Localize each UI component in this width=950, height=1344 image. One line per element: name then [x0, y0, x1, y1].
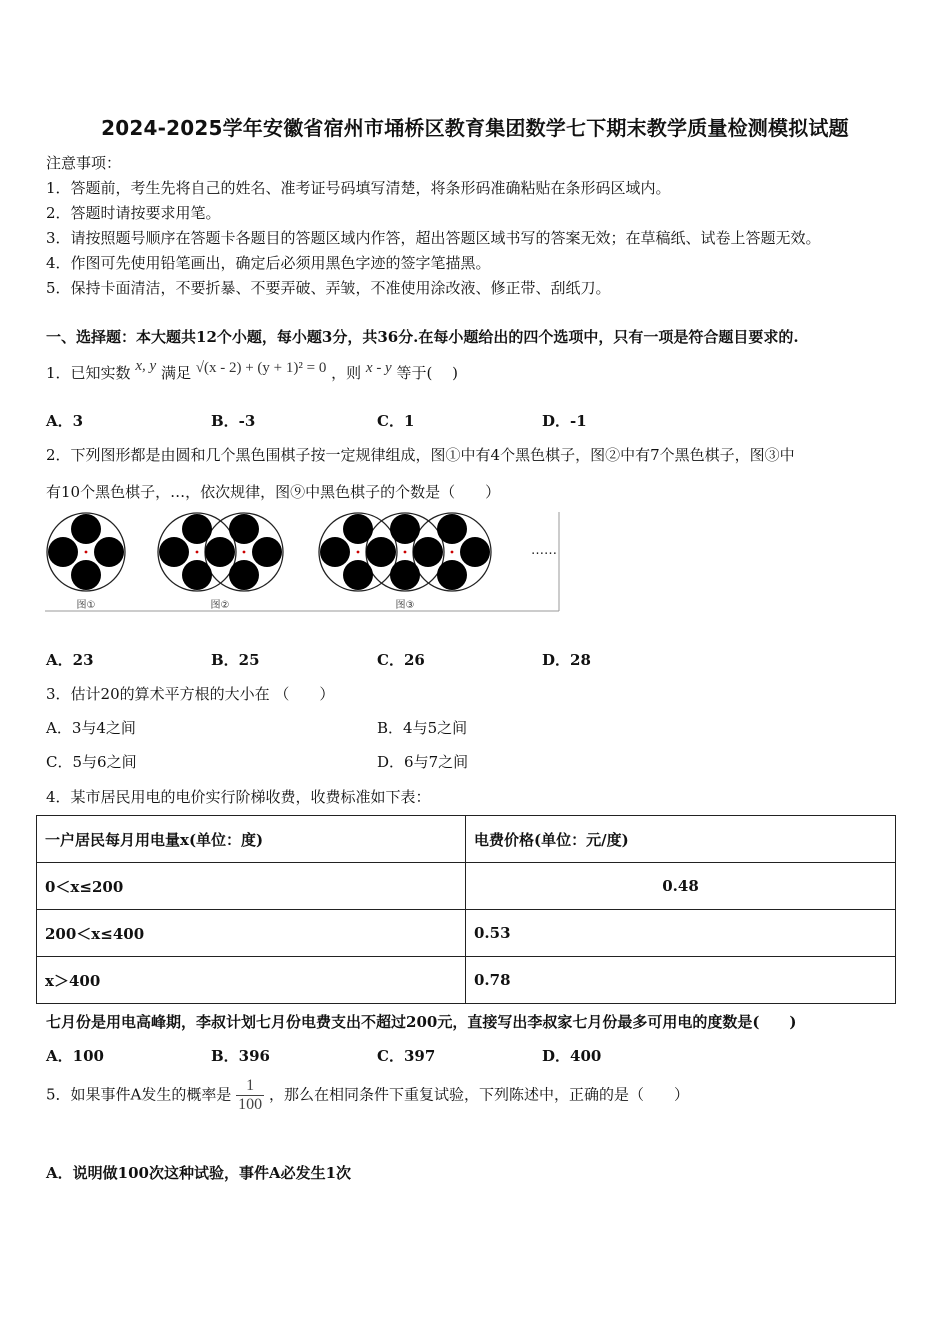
q4-option-c: C．397 [377, 1047, 436, 1065]
table-header-usage: 一户居民每月用电量x(单位：度) [37, 816, 466, 863]
q1-then: ，则 [331, 364, 362, 382]
pricing-table [36, 815, 896, 1004]
q4-text: 4．某市居民用电的电价实行阶梯收费，收费标准如下表： [46, 788, 431, 806]
q1-formula: √(x - 2) + (y + 1)² = 0 [195, 360, 327, 376]
q3-option-d: D．6与7之间 [377, 753, 469, 771]
q5-suffix: ，那么在相同条件下重复试验，下列陈述中，正确的是（ ） [268, 1085, 689, 1104]
q5-fraction-denominator: 100 [238, 1096, 263, 1113]
notice-item: 4．作图可先使用铅笔画出，确定后必须用黑色字迹的签字笔描黑。 [46, 254, 491, 272]
figure-2-label: 图② [210, 600, 230, 611]
table-cell-range: 0＜x≤200 [37, 863, 466, 910]
q1-vars: x, y [135, 358, 157, 374]
q2-option-c: C．26 [377, 651, 425, 669]
table-row [37, 957, 896, 1004]
q1-prefix: 1．已知实数 [46, 364, 131, 382]
q2-line2: 有10个黑色棋子，…，依次规律，图⑨中黑色棋子的个数是（ ） [46, 483, 501, 501]
q1-option-b: B．-3 [211, 412, 256, 430]
table-cell-range: x＞400 [37, 957, 466, 1004]
q5-option-a: A．说明做100次这种试验，事件A必发生1次 [46, 1164, 352, 1182]
q3-text: 3．估计20的算术平方根的大小在 （ ） [46, 685, 335, 703]
q3-option-a: A．3与4之间 [46, 719, 136, 737]
q4-followup: 七月份是用电高峰期，李叔计划七月份电费支出不超过200元，直接写出李叔家七月份最多可用电的度数是( ) [46, 1013, 797, 1031]
figure-2 [158, 513, 283, 591]
q1-middle: 满足 [160, 364, 191, 382]
table-cell-range: 200＜x≤400 [37, 910, 466, 957]
go-stones-figure [44, 510, 560, 614]
notice-item: 1．答题前，考生先将自己的姓名、准考证号码填写清楚，将条形码准确粘贴在条形码区域内。 [46, 179, 671, 197]
figure-ellipsis: …… [531, 543, 557, 558]
notice-item: 3．请按照题号顺序在答题卡各题目的答题区域内作答，超出答题区域书写的答案无效；在草稿纸、试卷上答题无效。 [46, 229, 821, 247]
figure-3 [319, 513, 491, 591]
section-heading: 一、选择题：本大题共12个小题，每小题3分，共36分.在每小题给出的四个选项中，只有一项是符合题目要求的. [46, 328, 799, 346]
q1-option-c: C．1 [377, 412, 415, 430]
table-header-row [37, 816, 896, 863]
question-5 [46, 1077, 689, 1114]
q3-option-c: C．5与6之间 [46, 753, 137, 771]
q2-option-a: A．23 [46, 651, 94, 669]
notice-item: 2．答题时请按要求用笔。 [46, 204, 221, 222]
table-header-price: 电费价格(单位：元/度) [466, 816, 896, 863]
q2-option-b: B．25 [211, 651, 260, 669]
q5-fraction-numerator: 1 [236, 1077, 264, 1096]
figure-1-label: 图① [76, 600, 96, 611]
q2-option-d: D．28 [542, 651, 591, 669]
q1-suffix: 等于( ) [396, 364, 458, 382]
table-row [37, 863, 896, 910]
table-cell-price: 0.78 [466, 957, 896, 1004]
q4-option-a: A．100 [46, 1047, 104, 1065]
q2-line1: 2．下列图形都是由圆和几个黑色围棋子按一定规律组成，图①中有4个黑色棋子，图②中有7个黑色棋子，图③中 [46, 446, 795, 464]
notice-item: 5．保持卡面清洁，不要折暴、不要弄破、弄皱，不准使用涂改液、修正带、刮纸刀。 [46, 279, 611, 297]
figure-3-label: 图③ [395, 600, 415, 611]
question-1 [46, 358, 458, 383]
q1-expr: x - y [365, 360, 392, 376]
figure-1 [47, 513, 125, 591]
q1-option-a: A．3 [46, 412, 84, 430]
table-row [37, 910, 896, 957]
q3-option-b: B．4与5之间 [377, 719, 468, 737]
q1-option-d: D．-1 [542, 412, 587, 430]
q5-fraction [236, 1077, 264, 1114]
page-title: 2024-2025学年安徽省宿州市埇桥区教育集团数学七下期末教学质量检测模拟试题 [101, 116, 849, 140]
q5-prefix: 5．如果事件A发生的概率是 [46, 1085, 232, 1104]
q4-option-d: D．400 [542, 1047, 602, 1065]
table-cell-price: 0.53 [466, 910, 896, 957]
table-cell-price: 0.48 [466, 863, 896, 910]
notice-heading: 注意事项： [46, 154, 122, 172]
q4-option-b: B．396 [211, 1047, 270, 1065]
